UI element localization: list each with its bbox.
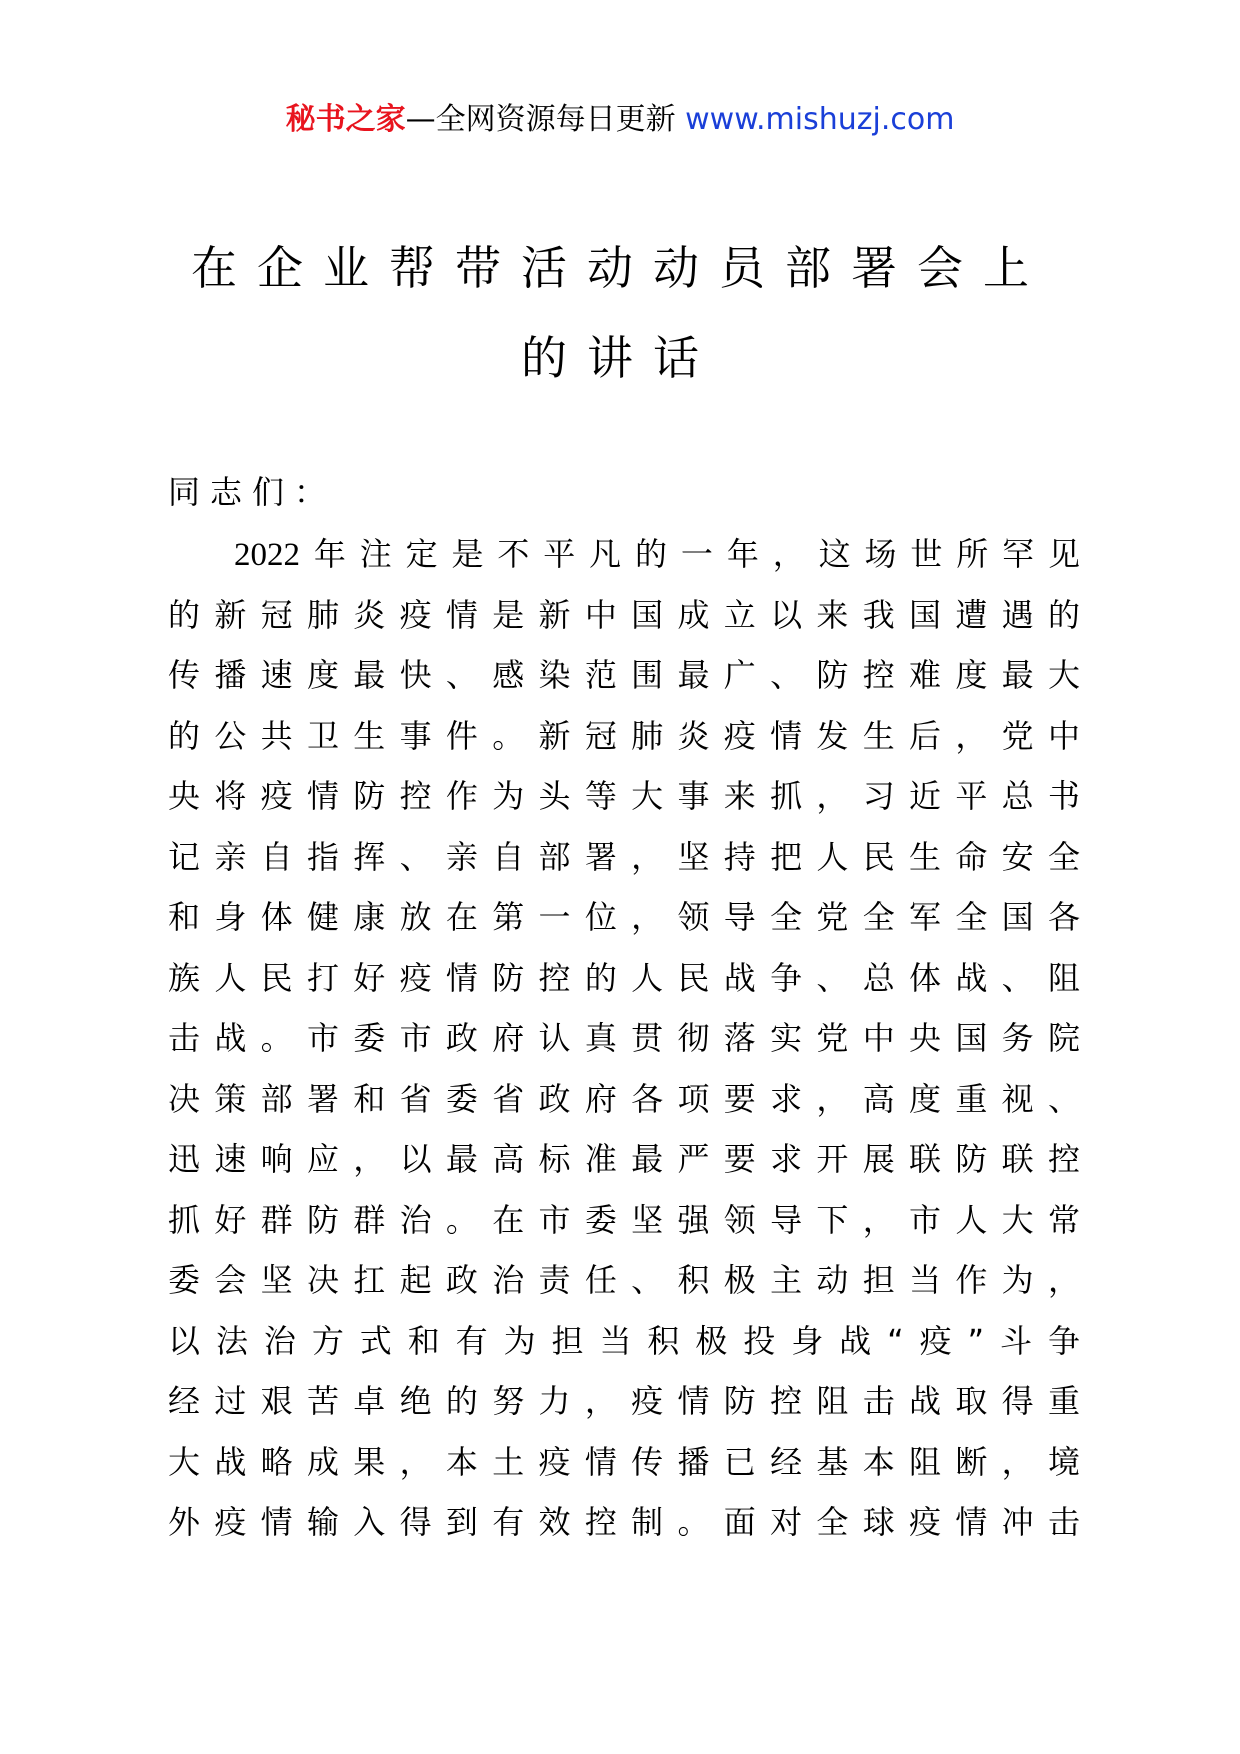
- body-line: 委会坚决扛起政治责任、积极主动担当作为，: [168, 1261, 1080, 1299]
- body-line: 迅速响应，以最高标准最严要求开展联防联控: [168, 1140, 1080, 1178]
- body-line: 央将疫情防控作为头等大事来抓，习近平总书: [168, 777, 1080, 815]
- body-line: 传播速度最快、感染范围最广、防控难度最大: [168, 656, 1080, 694]
- body-line-text: 年注定是不平凡的一年，这场世所罕见: [300, 535, 1080, 573]
- body-line: 族人民打好疫情防控的人民战争、总体战、阻: [168, 958, 1080, 997]
- site-url-link[interactable]: www.mishuzj.com: [685, 102, 955, 137]
- body-line: 经过艰苦卓绝的努力，疫情防控阻击战取得重: [168, 1382, 1080, 1420]
- body-line: 以法治方式和有为担当积极投身战“疫”斗争: [168, 1321, 1080, 1360]
- body-line: 大战略成果，本土疫情传播已经基本阻断，境: [168, 1442, 1080, 1481]
- body-line: 记亲自指挥、亲自部署，坚持把人民生命安全: [168, 837, 1080, 876]
- body-line: 和身体健康放在第一位，领导全党全军全国各: [168, 898, 1080, 936]
- body-line: 的公共卫生事件。新冠肺炎疫情发生后，党中: [168, 716, 1080, 755]
- body-line: 击战。市委市政府认真贯彻落实党中央国务院: [168, 1019, 1080, 1057]
- site-brand: 秘书之家: [285, 102, 406, 137]
- body-paragraph: [168, 524, 1080, 1553]
- page-header: [0, 100, 1240, 140]
- body-year: 2022: [234, 537, 300, 573]
- body-line: 抓好群防群治。在市委坚强领导下，市人大常: [168, 1200, 1080, 1239]
- body-line: 决策部署和省委省政府各项要求，高度重视、: [168, 1079, 1080, 1118]
- body-line: 的新冠肺炎疫情是新中国成立以来我国遭遇的: [168, 595, 1080, 634]
- body-line: [168, 524, 1080, 585]
- body-line: 外疫情输入得到有效控制。面对全球疫情冲击: [168, 1503, 1080, 1541]
- document-title-line-2: 的讲话: [521, 331, 719, 385]
- salutation: 同志们：: [168, 473, 337, 511]
- site-slogan: —全网资源每日更新: [405, 102, 676, 137]
- document-title-line-1: 在企业帮带活动动员部署会上: [191, 241, 1049, 295]
